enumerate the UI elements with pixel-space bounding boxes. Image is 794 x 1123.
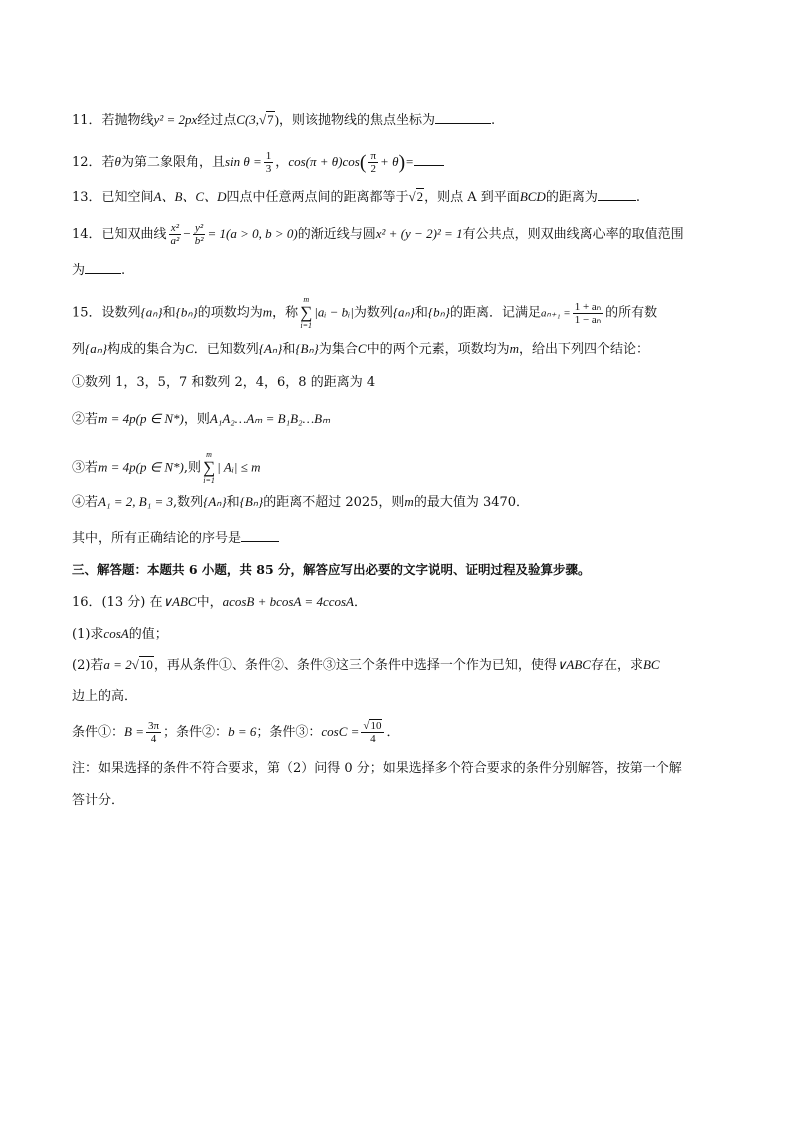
q16-conditions: 条件①：B = $\frac{3\pi}{4}$ ；条件②：b = 6；条件③：cosC = $\frac{√10}{4}$ ．: [72, 720, 400, 745]
q16-part-1: (1)求cosA的值；: [72, 626, 168, 642]
question-13: 13．已知空间A、B、C、D四点中任意两点间的距离都等于√2，则点 A 到平面BCD的距离为 .: [72, 189, 640, 205]
q14-frac-y: $\frac{\text{y²}}{\text{b²}}$: [194, 222, 204, 247]
q14-answer-blank: [85, 260, 121, 274]
q11-text-tail: ，则该抛物线的焦点坐标为: [279, 113, 436, 128]
q11-point: C(3,: [236, 112, 260, 127]
q12-sin: sin θ =: [224, 154, 262, 169]
q13-sqrt: √2: [408, 189, 424, 204]
q15-sum-symbol-2: m ∑ i=1: [202, 450, 216, 485]
question-16: 16．(13 分) 在∨ABC中，acosB + bcosA = 4ccosA．: [72, 594, 367, 610]
q15-conclusion-3: ③若m = 4p(p ∈ N*),则 m ∑ i=1 | Aᵢ| ≤ m: [72, 450, 261, 485]
q11-text: 经过点: [197, 113, 237, 128]
q12-expression: cos(π + θ)cos: [288, 154, 360, 169]
q14-condition: = 1(a > 0, b > 0): [207, 226, 298, 241]
section-3-heading: 三、解答题：本题共 6 小题，共 85 分，解答应写出必要的文字说明、证明过程及验算步骤。: [72, 562, 591, 577]
q15-answer-blank: [241, 528, 279, 542]
question-14: 14．已知双曲线 $\frac{\text{x²}}{\text{a²}}$ − $\frac{\text{y²}}{\text{b²}}$ = 1(a > 0, b > 0)的渐近线与圆x² + (y − 2)² = 1有公共点，则双曲线离心率的取值范围: [72, 222, 684, 247]
q15-recurrence: aₙ₊₁ =: [541, 307, 571, 320]
q13-answer-blank: [598, 187, 636, 201]
q16-note: 注：如果选择的条件不符合要求，第（2）问得 0 分；如果选择多个符合要求的条件分别解答，按第一个解: [72, 761, 682, 776]
question-11: 11．若抛物线y² = 2px经过点C(3,√7)，则该抛物线的焦点坐标为 .: [72, 112, 496, 128]
q11-parabola: y² = 2px: [153, 112, 198, 127]
q13-points: A、B、C、D: [153, 189, 227, 204]
q16-part-2: (2)若a = 2√10，再从条件①、条件②、条件③这三个条件中选择一个作为已知，使得∨ABC存在，求BC: [72, 657, 660, 673]
question-15-line2: 列{aₙ}构成的集合为C．已知数列{Aₙ}和{Bₙ}为集合C中的两个元素，项数均为m，给出下列四个结论：: [72, 341, 649, 357]
question-15-line1: 15．设数列{aₙ}和{bₙ}的项数均为m，称 m ∑ i=1 |aᵢ − bᵢ|为数列{aₙ}和{bₙ}的距离．记满足aₙ₊₁ = $\frac{\text{1 + aₙ}}{\text{1 − aₙ}}$ 的所有数: [72, 295, 658, 330]
q16-part-2-line2: 边上的高．: [72, 689, 138, 704]
q13-plane: BCD: [519, 189, 546, 204]
q12-label: 12．若: [72, 155, 115, 170]
q15-sum-symbol: m ∑ i=1: [300, 295, 313, 330]
q12-answer-blank: [414, 152, 444, 166]
q15-conclusion-1: ①数列 1，3，5，7 和数列 2，4，6，8 的距离为 4: [72, 375, 376, 390]
question-12: 12．若θ为第二象限角，且sin θ = $\frac{1}{3}$ ，cos(π + θ)cos( $\frac{\pi}{2}$ + θ)=: [72, 150, 444, 175]
q11-sqrt: √7: [259, 112, 274, 127]
q11-answer-blank: [435, 110, 491, 124]
q16-equation: acosB + bcosA = 4ccosA: [222, 594, 354, 609]
q16-note-line2: 答计分．: [72, 793, 125, 808]
question-14-line2: 为 .: [72, 260, 125, 280]
q11-label: 11．若抛物线: [72, 113, 154, 128]
q12-text: 为第二象限角，且: [120, 155, 225, 170]
q12-fraction: $\frac{1}{3}$: [265, 150, 272, 175]
q14-circle: x² + (y − 2)² = 1: [375, 226, 463, 241]
q15-conclusion-4: ④若A₁ = 2, B₁ = 3,数列{Aₙ}和{Bₙ}的距离不超过 2025，则m的最大值为 3470．: [72, 494, 530, 510]
q14-frac-x: $\frac{\text{x²}}{\text{a²}}$: [170, 222, 180, 247]
q15-question: 其中，所有正确结论的序号是: [72, 528, 279, 548]
q15-conclusion-2: ②若m = 4p(p ∈ N*)，则A₁A₂…Aₘ = B₁B₂…Bₘ: [72, 411, 331, 427]
